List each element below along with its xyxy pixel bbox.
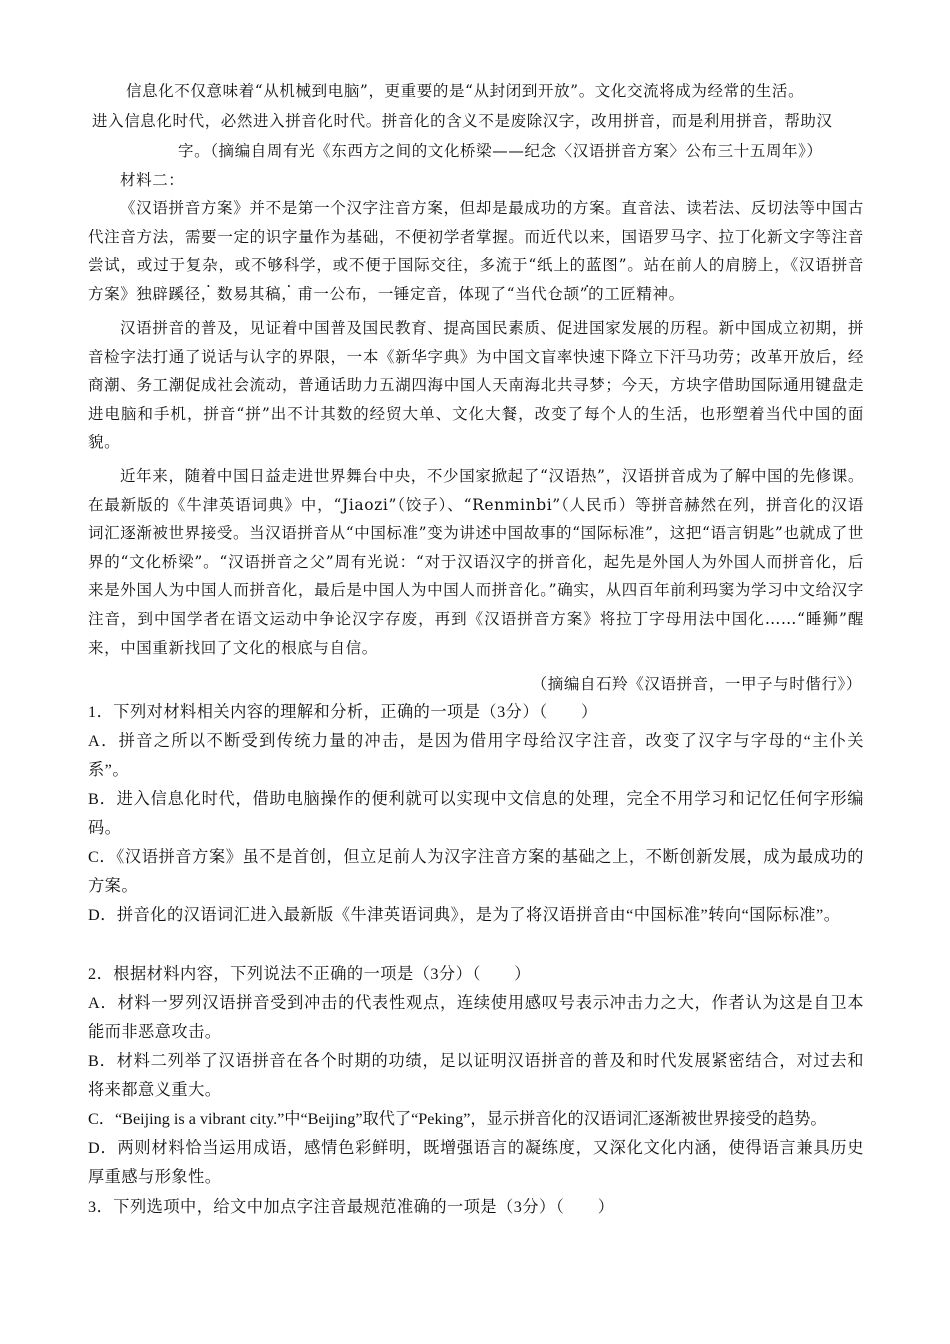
dotted-char: 稿 [265, 284, 282, 303]
question-2-option-d: D．两则材料恰当运用成语，感情色彩鲜明，既增强语言的凝练度，又深化文化内涵，使得语言兼具历史厚重感与形象性。 [88, 1139, 864, 1187]
dotted-char: 颉 [563, 284, 580, 303]
question-1-option-c: C．《汉语拼音方案》虽不是首创，但立足前人为汉字注音方案的基础之上，不断创新发展，成为最成功的方案。 [88, 848, 864, 896]
question-1-option-b: B．进入信息化时代，借助电脑操作的便利就可以实现中文信息的处理，完全不用学习和记忆任何字形编码。 [88, 790, 864, 838]
material-two-source: （摘编自石羚《汉语拼音，一甲子与时偕行》） [531, 675, 862, 693]
dotted-char: 径 [184, 284, 201, 303]
question-1-option-a: A．拼音之所以不断受到传统力量的冲击，是因为借用字母给汉字注音，改变了汉字与字母的“主仆关系”。 [88, 732, 864, 780]
question-2-option-b: B．材料二列举了汉语拼音在各个时期的功绩，足以证明汉语拼音的普及和时代发展紧密结合，对过去和将来都意义重大。 [88, 1052, 864, 1100]
question-3-stem: 3．下列选项中，给文中加点字注音最规范准确的一项是（3分）（ ） [88, 1198, 615, 1216]
material-two-paragraph-2: 汉语拼音的普及，见证着中国普及国民教育、提高国民素质、促进国家发展的历程。新中国成立初期，拼音检字法打通了说话与认字的界限，一本《新华字典》为中国文盲率快速下降立下汗马功劳；改革开放后，经商潮、务工潮促成社会流动，普通话助力五湖四海中国人天南海北共寻梦；今天，方块字借助国际通用键盘走进电脑和手机，拼音“拼”出不计其数的经贸大单、文化大餐，改变了每个人的生活，也形塑着当代中国的面貌。 [88, 319, 864, 452]
material-two-paragraph-3: 近年来，随着中国日益走进世界舞台中央，不少国家掀起了“汉语热”，汉语拼音成为了解中国的先修课。在最新版的《牛津英语词典》中，“Jiaozi”（饺子）、“Renminbi”（人民币）等拼音赫然在列，拼音化的汉语词汇逐渐被世界接受。当汉语拼音从“中国标准”变为讲述中国故事的“国际标准”，这把“语言钥匙”也就成了世界的“文化桥梁”。“汉语拼音之父”周有光说：“对于汉语汉字的拼音化，起先是外国人为外国人而拼音化，后来是外国人为中国人而拼音化，最后是中国人为中国人而拼音化。”确实，从四百年前利玛窦为学习中文给汉字注音，到中国学者在语文运动中争论汉字存废，再到《汉语拼音方案》将拉丁字母用法中国化……“睡狮”醒来，中国重新找回了文化的根底与自信。 [88, 467, 864, 657]
material-one-line-1: 信息化不仅意味着“从机械到电脑”，更重要的是“从封闭到开放”。文化交流将成为经常的生活。 [126, 82, 805, 100]
material-two-paragraph-1: 《汉语拼音方案》并不是第一个汉字注音方案，但却是最成功的方案。直音法、读若法、反切法等中国古代注音方法，需要一定的识字量作为基础，不便初学者掌握。而近代以来，国语罗马字、拉丁化新文字等注音尝试，或过于复杂，或不够科学，或不便于国际交往，多流于“纸上的蓝图”。站在前人的肩膀上，《汉语拼音方案》独辟蹊径，数易其稿，甫一公布，一锤定音，体现了“当代仓颉”的工匠精神。 [88, 199, 864, 303]
question-1-stem: 1．下列对材料相关内容的理解和分析，正确的一项是（3分）（ ） [88, 703, 598, 721]
material-one-line-2: 进入信息化时代，必然进入拼音化时代。拼音化的含义不是废除汉字，改用拼音，而是利用拼音，帮助汉 [92, 112, 833, 130]
question-1-option-d: D．拼音化的汉语词汇进入最新版《牛津英语词典》，是为了将汉语拼音由“中国标准”转向“国际标准”。 [88, 906, 841, 924]
material-two-heading: 材料二： [120, 171, 185, 189]
question-2-stem: 2．根据材料内容，下列说法不正确的一项是（3分）（ ） [88, 965, 531, 983]
material-one-source: 字。（摘编自周有光《东西方之间的文化桥梁——纪念〈汉语拼音方案〉公布三十五周年》） [178, 142, 823, 160]
question-2-option-c: C．“Beijing is a vibrant city.”中“Beijing”取代了“Peking”，显示拼音化的汉语词汇逐渐被世界接受的趋势。 [88, 1110, 827, 1128]
question-2-option-a: A．材料一罗列汉语拼音受到冲击的代表性观点，连续使用感叹号表示冲击力之大，作者认为这是自卫本能而非恶意攻击。 [88, 994, 864, 1042]
